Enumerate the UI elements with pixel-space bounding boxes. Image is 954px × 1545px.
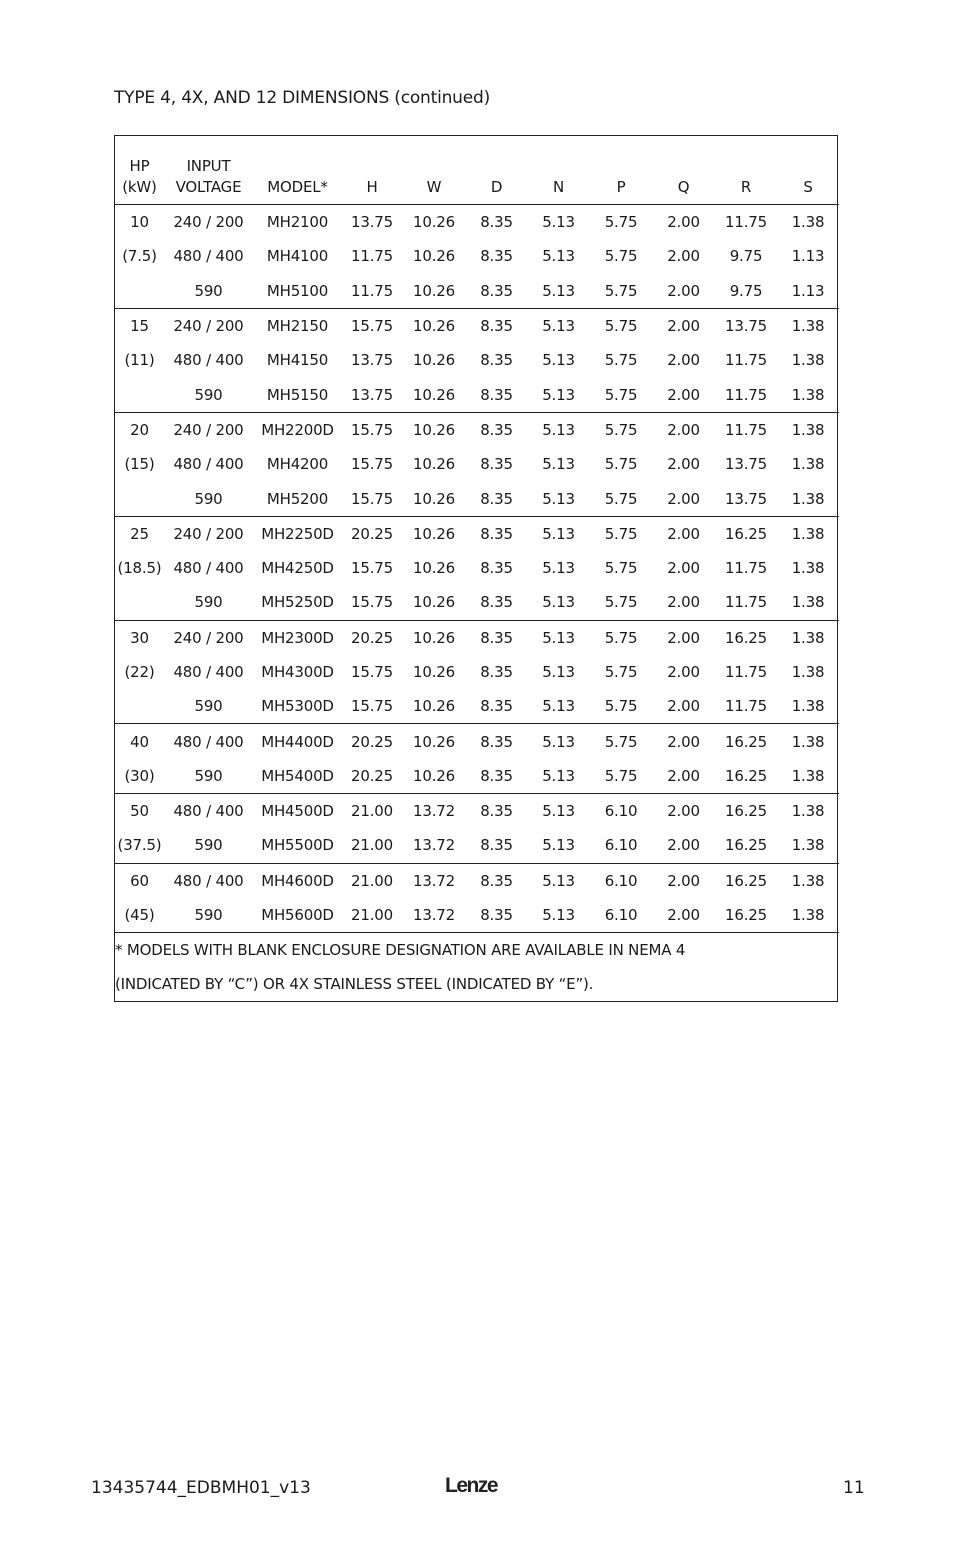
table-row bbox=[115, 724, 839, 759]
table-cell: (18.5) bbox=[117, 559, 162, 578]
table-cell: 1.38 bbox=[791, 802, 825, 821]
table-cell: 240 / 200 bbox=[173, 420, 244, 439]
table-cell: 10.26 bbox=[413, 559, 455, 578]
table-cell bbox=[115, 377, 164, 412]
table-cell: 590 bbox=[194, 385, 223, 404]
table-cell: 8.35 bbox=[480, 317, 513, 336]
column-header-line: VOLTAGE bbox=[175, 178, 242, 196]
table-row bbox=[115, 412, 839, 447]
column-header-line bbox=[590, 156, 652, 177]
column-header-line bbox=[253, 156, 342, 177]
table-cell: 8.35 bbox=[480, 559, 513, 578]
table-cell: 480 / 400 bbox=[173, 559, 244, 578]
table-cell: MH5100 bbox=[266, 281, 329, 300]
table-row bbox=[115, 794, 839, 829]
table-cell: 9.75 bbox=[729, 281, 763, 300]
column-header bbox=[715, 136, 777, 205]
table-cell: 15.75 bbox=[351, 697, 393, 716]
table-cell: 240 / 200 bbox=[173, 317, 244, 336]
column-header-line bbox=[466, 156, 527, 177]
table-cell: 20.25 bbox=[351, 766, 393, 785]
table-cell: 1.38 bbox=[791, 213, 825, 232]
table-cell: 30 bbox=[130, 628, 149, 647]
table-cell bbox=[115, 585, 164, 620]
table-cell: (15) bbox=[124, 455, 155, 474]
table-cell: 5.13 bbox=[542, 663, 575, 681]
column-header bbox=[115, 136, 164, 205]
table-cell: 10.26 bbox=[413, 385, 455, 404]
table-cell: 5.13 bbox=[542, 802, 575, 821]
table-cell: (22) bbox=[124, 663, 155, 681]
table-cell: MH4250D bbox=[261, 559, 334, 578]
table-cell: (37.5) bbox=[117, 836, 162, 855]
table-cell: 5.75 bbox=[604, 732, 638, 751]
table-cell: 480 / 400 bbox=[173, 455, 244, 474]
table-cell: 13.75 bbox=[351, 351, 393, 370]
table-cell: 2.00 bbox=[667, 420, 700, 439]
table-cell: 5.75 bbox=[604, 317, 638, 336]
table-cell: 5.75 bbox=[604, 489, 638, 508]
table-cell: 5.13 bbox=[542, 524, 575, 543]
table-row bbox=[115, 689, 839, 724]
table-cell: 2.00 bbox=[667, 489, 700, 508]
table-cell: 2.00 bbox=[667, 559, 700, 578]
table-row bbox=[115, 274, 839, 309]
table-cell: 8.35 bbox=[480, 802, 513, 821]
table-cell: 480 / 400 bbox=[173, 247, 244, 266]
table-cell: 5.13 bbox=[542, 906, 575, 925]
column-header bbox=[527, 136, 590, 205]
column-header-line: H bbox=[366, 178, 378, 196]
table-cell: 13.75 bbox=[351, 213, 393, 232]
document-id: 13435744_EDBMH01_v13 bbox=[91, 1478, 311, 1498]
table-cell: 16.25 bbox=[725, 732, 767, 751]
table-cell: (11) bbox=[124, 351, 155, 370]
table-cell: 10.26 bbox=[413, 420, 455, 439]
table-cell: 1.38 bbox=[791, 766, 825, 785]
table-cell: MH5300D bbox=[261, 697, 334, 716]
table-cell: 10.26 bbox=[413, 351, 455, 370]
table-cell: MH5600D bbox=[261, 906, 334, 925]
table-cell: 6.10 bbox=[604, 802, 638, 821]
table-cell: 11.75 bbox=[725, 213, 767, 232]
table-cell: MH5400D bbox=[261, 766, 334, 785]
table-cell: 5.75 bbox=[604, 281, 638, 300]
table-cell: 8.35 bbox=[480, 697, 513, 716]
column-header bbox=[652, 136, 715, 205]
table-cell: 5.75 bbox=[604, 385, 638, 404]
table-row bbox=[115, 308, 839, 343]
table-cell: 2.00 bbox=[667, 732, 700, 751]
table-cell: 11.75 bbox=[725, 351, 767, 370]
footnote-line: (INDICATED BY “C”) OR 4X STAINLESS STEEL (INDICATED BY “E”). bbox=[115, 975, 594, 994]
table-cell: 5.13 bbox=[542, 836, 575, 855]
table-cell: 5.75 bbox=[604, 697, 638, 716]
column-header-line: N bbox=[552, 178, 565, 196]
table-cell: 10.26 bbox=[413, 317, 455, 336]
table-cell: 21.00 bbox=[351, 871, 393, 890]
table-cell: MH4500D bbox=[261, 802, 334, 821]
table-cell: 5.13 bbox=[542, 213, 575, 232]
table-cell: 10.26 bbox=[413, 697, 455, 716]
table-cell: 6.10 bbox=[604, 906, 638, 925]
table-cell: 1.38 bbox=[791, 836, 825, 855]
table-cell: 15.75 bbox=[351, 317, 393, 336]
table-row bbox=[115, 377, 839, 412]
table-cell: MH2150 bbox=[266, 317, 329, 336]
table-cell: 1.38 bbox=[791, 593, 825, 612]
table-cell: 5.13 bbox=[542, 732, 575, 751]
table-cell bbox=[115, 689, 164, 724]
table-cell: 16.25 bbox=[725, 802, 767, 821]
table-cell bbox=[115, 481, 164, 516]
column-header-line: S bbox=[803, 178, 813, 196]
table-cell: (45) bbox=[124, 906, 155, 925]
table-cell: 8.35 bbox=[480, 213, 513, 232]
table-cell: 20 bbox=[130, 420, 149, 439]
table-cell: MH4600D bbox=[261, 871, 334, 890]
table-cell: 21.00 bbox=[351, 802, 393, 821]
table-cell: 240 / 200 bbox=[173, 628, 244, 647]
table-cell: 2.00 bbox=[667, 802, 700, 821]
column-header bbox=[590, 136, 652, 205]
table-row bbox=[115, 898, 839, 933]
table-cell: 5.75 bbox=[604, 559, 638, 578]
table-cell: 1.38 bbox=[791, 697, 825, 716]
table-cell: 5.13 bbox=[542, 593, 575, 612]
table-cell: 590 bbox=[194, 489, 223, 508]
table-cell: 1.38 bbox=[791, 663, 825, 681]
table-cell: 2.00 bbox=[667, 281, 700, 300]
table-cell: 21.00 bbox=[351, 836, 393, 855]
table-cell: 590 bbox=[194, 697, 223, 716]
table-cell: MH5500D bbox=[261, 836, 334, 855]
table-cell: 11.75 bbox=[725, 663, 767, 681]
table-cell bbox=[115, 274, 164, 309]
table-cell: MH4300D bbox=[261, 663, 334, 681]
table-cell: 5.75 bbox=[604, 628, 638, 647]
table-cell: 590 bbox=[194, 836, 223, 855]
table-cell: 590 bbox=[194, 281, 223, 300]
table-cell: 5.75 bbox=[604, 213, 638, 232]
column-header-line: (kW) bbox=[122, 178, 157, 196]
table-cell: 16.25 bbox=[725, 871, 767, 890]
column-header-line: Q bbox=[677, 178, 690, 196]
table-cell: 1.38 bbox=[791, 906, 825, 925]
table-cell: 480 / 400 bbox=[173, 871, 244, 890]
column-header-line: R bbox=[740, 178, 752, 196]
column-header-line: MODEL* bbox=[267, 178, 328, 196]
table-cell: MH4400D bbox=[261, 732, 334, 751]
table-cell: 10.26 bbox=[413, 766, 455, 785]
table-cell: 8.35 bbox=[480, 385, 513, 404]
table-cell: 240 / 200 bbox=[173, 524, 244, 543]
table-footnote bbox=[115, 933, 837, 1001]
table-cell: 1.38 bbox=[791, 351, 825, 370]
table-cell: 6.10 bbox=[604, 871, 638, 890]
table-cell: 13.75 bbox=[725, 489, 767, 508]
table-cell: 11.75 bbox=[351, 247, 393, 266]
table-cell: 2.00 bbox=[667, 524, 700, 543]
table-cell: 16.25 bbox=[725, 766, 767, 785]
column-header bbox=[164, 136, 253, 205]
table-cell: MH5250D bbox=[261, 593, 334, 612]
table-cell: 2.00 bbox=[667, 351, 700, 370]
table-cell: 240 / 200 bbox=[173, 213, 244, 232]
table-cell: 8.35 bbox=[480, 455, 513, 474]
table-cell: 2.00 bbox=[667, 213, 700, 232]
table-row bbox=[115, 759, 839, 794]
table-cell: MH4150 bbox=[266, 351, 329, 370]
table-cell: MH5200 bbox=[266, 489, 329, 508]
table-cell: 20.25 bbox=[351, 628, 393, 647]
table-body bbox=[115, 205, 839, 933]
table-cell: 13.75 bbox=[725, 317, 767, 336]
table-cell: 1.38 bbox=[791, 871, 825, 890]
table-cell: 5.13 bbox=[542, 628, 575, 647]
table-row bbox=[115, 551, 839, 585]
table-cell: 10.26 bbox=[413, 281, 455, 300]
table-cell: 9.75 bbox=[729, 247, 763, 266]
table-cell: (30) bbox=[124, 766, 155, 785]
table-cell: 13.75 bbox=[725, 455, 767, 474]
page-number: 11 bbox=[843, 1478, 865, 1498]
table-row bbox=[115, 481, 839, 516]
table-cell: 5.75 bbox=[604, 247, 638, 266]
table-cell: 10.26 bbox=[413, 455, 455, 474]
table-row bbox=[115, 863, 839, 898]
table-cell: 1.38 bbox=[791, 317, 825, 336]
table-cell: 5.75 bbox=[604, 766, 638, 785]
table-cell: 5.13 bbox=[542, 385, 575, 404]
table-cell: 40 bbox=[130, 732, 149, 751]
table-cell: 10.26 bbox=[413, 213, 455, 232]
table-cell: 2.00 bbox=[667, 906, 700, 925]
table-cell: 2.00 bbox=[667, 871, 700, 890]
table-cell: 50 bbox=[130, 802, 149, 821]
table-cell: 5.75 bbox=[604, 420, 638, 439]
table-cell: 20.25 bbox=[351, 732, 393, 751]
table-cell: 1.38 bbox=[791, 489, 825, 508]
table-cell: 1.38 bbox=[791, 628, 825, 647]
table-row bbox=[115, 516, 839, 551]
table-cell: 11.75 bbox=[725, 593, 767, 612]
column-header bbox=[342, 136, 402, 205]
table-cell: 480 / 400 bbox=[173, 802, 244, 821]
table-cell: 2.00 bbox=[667, 593, 700, 612]
table-cell: MH2200D bbox=[261, 420, 334, 439]
table-cell: 8.35 bbox=[480, 524, 513, 543]
table-row bbox=[115, 585, 839, 620]
footnote-line: * MODELS WITH BLANK ENCLOSURE DESIGNATION ARE AVAILABLE IN NEMA 4 bbox=[115, 941, 686, 960]
table-cell: 16.25 bbox=[725, 906, 767, 925]
table-cell: 13.72 bbox=[413, 836, 455, 855]
table-cell: 1.38 bbox=[791, 732, 825, 751]
table-cell: 2.00 bbox=[667, 317, 700, 336]
table-cell: 590 bbox=[194, 906, 223, 925]
column-header-line: D bbox=[490, 178, 503, 196]
table-row bbox=[115, 655, 839, 689]
table-cell: 11.75 bbox=[725, 420, 767, 439]
table-cell: 1.13 bbox=[791, 247, 825, 266]
column-header-line: INPUT bbox=[186, 157, 231, 175]
table-cell: 11.75 bbox=[725, 385, 767, 404]
table-cell: 480 / 400 bbox=[173, 351, 244, 370]
table-cell: 13.72 bbox=[413, 871, 455, 890]
table-cell: 5.75 bbox=[604, 593, 638, 612]
table-cell: 15.75 bbox=[351, 559, 393, 578]
table-cell: 2.00 bbox=[667, 247, 700, 266]
table-cell: 5.75 bbox=[604, 663, 638, 681]
table-cell: MH4100 bbox=[266, 247, 329, 266]
table-cell: 8.35 bbox=[480, 732, 513, 751]
table-cell: 13.72 bbox=[413, 802, 455, 821]
table-cell: 10.26 bbox=[413, 524, 455, 543]
table-cell: 10.26 bbox=[413, 663, 455, 681]
table-cell: 1.38 bbox=[791, 524, 825, 543]
table-cell: 2.00 bbox=[667, 697, 700, 716]
table-cell: MH2300D bbox=[261, 628, 334, 647]
table-header-row bbox=[115, 136, 839, 205]
table-cell: 15.75 bbox=[351, 455, 393, 474]
column-header-line bbox=[652, 156, 715, 177]
column-header bbox=[402, 136, 466, 205]
table-cell: 5.13 bbox=[542, 247, 575, 266]
column-header-line: HP bbox=[129, 157, 150, 175]
table-row bbox=[115, 205, 839, 240]
table-cell: 15 bbox=[130, 317, 149, 336]
table-cell: 1.38 bbox=[791, 385, 825, 404]
page-heading: TYPE 4, 4X, AND 12 DIMENSIONS (continued) bbox=[114, 88, 491, 108]
table-cell: 11.75 bbox=[725, 559, 767, 578]
table-cell: 8.35 bbox=[480, 489, 513, 508]
table-cell: 8.35 bbox=[480, 836, 513, 855]
table-cell: 8.35 bbox=[480, 351, 513, 370]
table-cell: MH5150 bbox=[266, 385, 329, 404]
table-cell: 21.00 bbox=[351, 906, 393, 925]
table-cell: 2.00 bbox=[667, 455, 700, 474]
table-cell: 2.00 bbox=[667, 766, 700, 785]
dimensions-table bbox=[114, 135, 838, 1002]
table-cell: 15.75 bbox=[351, 593, 393, 612]
table-cell: 10.26 bbox=[413, 247, 455, 266]
table-cell: 5.13 bbox=[542, 559, 575, 578]
table-cell: 5.13 bbox=[542, 420, 575, 439]
table-cell: 590 bbox=[194, 766, 223, 785]
table-cell: 8.35 bbox=[480, 420, 513, 439]
table-cell: 5.13 bbox=[542, 281, 575, 300]
table-cell: 8.35 bbox=[480, 871, 513, 890]
table-cell: 15.75 bbox=[351, 489, 393, 508]
table-cell: 8.35 bbox=[480, 628, 513, 647]
table-cell: 1.13 bbox=[791, 281, 825, 300]
table-cell: 11.75 bbox=[351, 281, 393, 300]
table-cell: 25 bbox=[130, 524, 149, 543]
table-cell: 1.38 bbox=[791, 559, 825, 578]
table-cell: 20.25 bbox=[351, 524, 393, 543]
column-header-line bbox=[402, 156, 466, 177]
table-cell: 5.75 bbox=[604, 351, 638, 370]
table-cell: 5.13 bbox=[542, 317, 575, 336]
table-cell: 480 / 400 bbox=[173, 732, 244, 751]
table-cell: 8.35 bbox=[480, 593, 513, 612]
column-header-line: W bbox=[426, 178, 442, 196]
table-cell: 2.00 bbox=[667, 385, 700, 404]
column-header bbox=[777, 136, 839, 205]
table-cell: MH2250D bbox=[261, 524, 334, 543]
table-cell: MH2100 bbox=[266, 213, 329, 232]
table-cell: 8.35 bbox=[480, 281, 513, 300]
table-row bbox=[115, 343, 839, 377]
table-cell: 2.00 bbox=[667, 628, 700, 647]
table-cell: 5.13 bbox=[542, 697, 575, 716]
table-cell: 2.00 bbox=[667, 836, 700, 855]
table-row bbox=[115, 828, 839, 863]
table-cell: 5.75 bbox=[604, 455, 638, 474]
column-header bbox=[466, 136, 527, 205]
table-cell: 15.75 bbox=[351, 420, 393, 439]
column-header-line: P bbox=[616, 178, 626, 196]
table-cell: MH4200 bbox=[266, 455, 329, 474]
column-header-line bbox=[777, 156, 839, 177]
table-cell: 6.10 bbox=[604, 836, 638, 855]
table-cell: 10.26 bbox=[413, 593, 455, 612]
table-cell: 5.13 bbox=[542, 455, 575, 474]
table-cell: 8.35 bbox=[480, 247, 513, 266]
table-cell: 16.25 bbox=[725, 836, 767, 855]
table-cell: 2.00 bbox=[667, 663, 700, 681]
table-cell: 8.35 bbox=[480, 663, 513, 681]
table-cell: 10.26 bbox=[413, 628, 455, 647]
table-cell: 13.72 bbox=[413, 906, 455, 925]
table-row bbox=[115, 447, 839, 481]
table-cell: 590 bbox=[194, 593, 223, 612]
table-cell: (7.5) bbox=[122, 247, 157, 266]
table-cell: 15.75 bbox=[351, 663, 393, 681]
column-header bbox=[253, 136, 342, 205]
table-cell: 5.75 bbox=[604, 524, 638, 543]
column-header-line bbox=[527, 156, 590, 177]
table-cell: 5.13 bbox=[542, 489, 575, 508]
table-cell: 480 / 400 bbox=[173, 663, 244, 681]
table-cell: 1.38 bbox=[791, 420, 825, 439]
table-cell: 16.25 bbox=[725, 524, 767, 543]
lenze-logo: Lenze bbox=[445, 1474, 498, 1497]
table-cell: 8.35 bbox=[480, 906, 513, 925]
column-header-line bbox=[715, 156, 777, 177]
table-cell: 5.13 bbox=[542, 871, 575, 890]
table-cell: 11.75 bbox=[725, 697, 767, 716]
table-cell: 10 bbox=[130, 213, 149, 232]
column-header-line bbox=[342, 156, 402, 177]
table-cell: 16.25 bbox=[725, 628, 767, 647]
table-cell: 5.13 bbox=[542, 766, 575, 785]
table-cell: 13.75 bbox=[351, 385, 393, 404]
table-cell: 1.38 bbox=[791, 455, 825, 474]
table-cell: 10.26 bbox=[413, 489, 455, 508]
table-cell: 60 bbox=[130, 871, 149, 890]
table-cell: 10.26 bbox=[413, 732, 455, 751]
table-cell: 8.35 bbox=[480, 766, 513, 785]
table-row bbox=[115, 239, 839, 273]
table-cell: 5.13 bbox=[542, 351, 575, 370]
table-row bbox=[115, 620, 839, 655]
